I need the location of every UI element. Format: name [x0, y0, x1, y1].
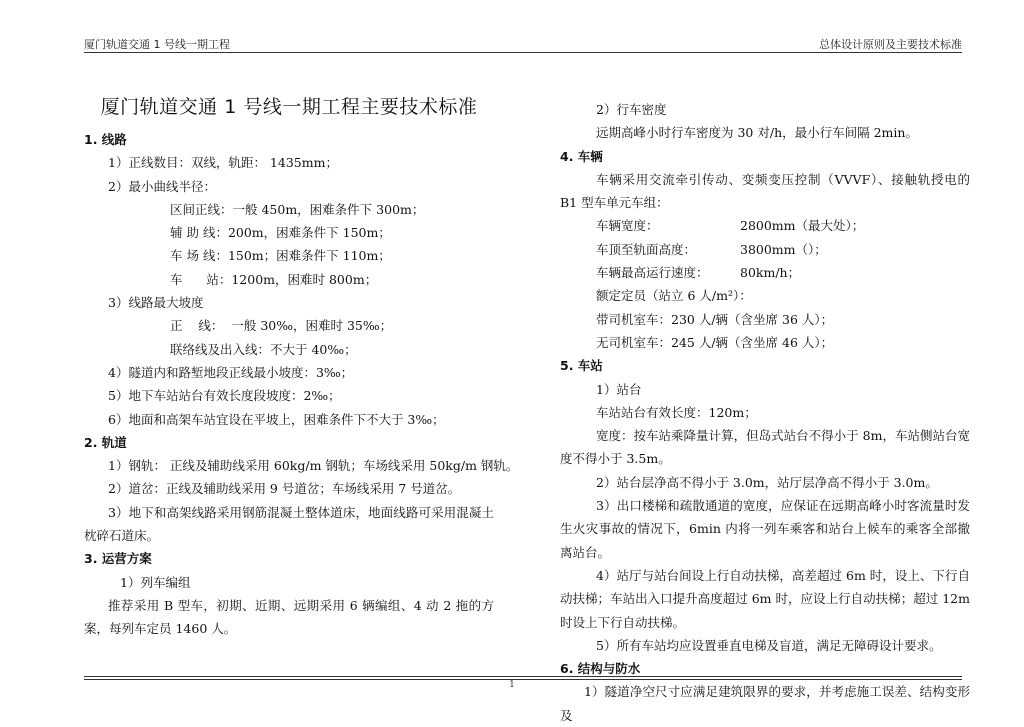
- section-heading-station: 5. 车站: [560, 358, 603, 374]
- text-line: 4）隧道内和路堑地段正线最小坡度：3‰；: [108, 364, 354, 380]
- header-left-title: 厦门轨道交通 1 号线一期工程: [84, 38, 230, 51]
- paragraph: 3）出口楼梯和疏散通道的宽度，应保证在远期高峰小时客流量时发生火灾事故的情况下，6min 内将一列车乘客和站台上候车的乘客全部撤离站台。: [560, 498, 970, 560]
- text-line: 车 站：1200m，困难时 800m；: [170, 271, 378, 287]
- text-line: 2）最小曲线半径：: [108, 178, 216, 194]
- paragraph: 宽度：按车站乘降量计算，但岛式站台不得小于 8m，车站侧站台宽度不得小于 3.5m。: [560, 428, 970, 467]
- text-line: 车 场 线：150m；困难条件下 110m；: [170, 248, 391, 264]
- paragraph: 4）站厅与站台间设上行自动扶梯，高差超过 6m 时，设上、下行自动扶梯；车站出入口提升高度超过 6m 时，应设上行自动扶梯；超过 12m 时设上下行自动扶梯。: [560, 567, 970, 630]
- paragraph: 1）隧道净空尺寸应满足建筑限界的要求，并考虑施工误差、结构变形及: [560, 684, 970, 723]
- text-line: 5）地下车站站台有效长度段坡度：2‰；: [108, 388, 341, 404]
- text-line: 带司机室车：230 人/辆（含坐席 36 人）；: [596, 311, 834, 327]
- document-title: 厦门轨道交通 1 号线一期工程主要技术标准: [100, 96, 478, 118]
- text-line: 1）钢轨： 正线及辅助线采用 60kg/m 钢轨；车场线采用 50kg/m 钢轨。: [108, 458, 519, 474]
- text-line: 正 线： 一般 30‰，困难时 35‰；: [170, 318, 393, 334]
- text-line: 区间正线：一般 450m，困难条件下 300m；: [170, 201, 425, 217]
- page-header: [84, 34, 962, 52]
- footer-divider: [84, 676, 962, 677]
- spec-value: 80km/h；: [740, 265, 801, 281]
- paragraph: 车辆采用交流牵引传动、变频变压控制（VVVF）、接触轨授电的 B1 型车单元车组：: [560, 171, 970, 211]
- paragraph: 推荐采用 B 型车，初期、近期、远期采用 6 辆编组、4 动 2 拖的方案，每列车定员 1460 人。: [84, 597, 494, 637]
- header-divider: [84, 52, 962, 53]
- text-line: 5）所有车站均应设置垂直电梯及盲道，满足无障碍设计要求。: [596, 637, 942, 653]
- text-line: 无司机室车：245 人/辆（含坐席 46 人）；: [596, 334, 834, 350]
- header-right-title: 总体设计原则及主要技术标准: [819, 38, 962, 51]
- text-line: 2）道岔：正线及辅助线采用 9 号道岔；车场线采用 7 号道岔。: [108, 481, 461, 497]
- text-line: 额定定员（站立 6 人/m²）：: [596, 288, 752, 304]
- text-line: 远期高峰小时行车密度为 30 对/h，最小行车间隔 2min。: [596, 125, 918, 141]
- page-number: 1: [509, 680, 515, 690]
- section-heading-track: 2. 轨道: [84, 434, 127, 450]
- spec-row: [560, 261, 970, 284]
- text-line: 1）正线数目：双线，轨距： 1435mm；: [108, 155, 338, 171]
- text-line: 6）地面和高架车站宜设在平坡上，困难条件下不大于 3‰；: [108, 411, 445, 427]
- text-line: 辅 助 线：200m，困难条件下 150m；: [170, 225, 391, 241]
- section-heading-structure: 6. 结构与防水: [560, 661, 641, 677]
- spec-value: 2800mm（最大处）；: [740, 218, 865, 234]
- text-line: 1）列车编组: [120, 574, 191, 590]
- spec-label: 车顶至轨面高度：: [596, 241, 697, 257]
- section-heading-operation: 3. 运营方案: [84, 551, 152, 567]
- left-column: [84, 92, 519, 641]
- spec-row: [560, 214, 970, 237]
- paragraph: 3）地下和高架线路采用钢筋混凝土整体道床，地面线路可采用混凝土枕碎石道床。: [84, 504, 494, 544]
- text-line: 2）行车密度: [596, 102, 667, 117]
- section-heading-vehicle: 4. 车辆: [560, 148, 603, 164]
- text-line: 1）站台: [596, 381, 642, 397]
- spec-row: [560, 238, 970, 261]
- right-column: [560, 98, 970, 727]
- text-line: 车站站台有效长度：120m；: [596, 404, 757, 420]
- text-line: 2）站台层净高不得小于 3.0m，站厅层净高不得小于 3.0m。: [596, 474, 938, 490]
- spec-label: 车辆最高运行速度：: [596, 265, 709, 281]
- spec-label: 车辆宽度：: [596, 218, 659, 234]
- section-heading-route: 1. 线路: [84, 132, 127, 147]
- text-line: 3）线路最大坡度: [108, 295, 204, 311]
- spec-value: 3800mm（）；: [740, 241, 827, 257]
- text-line: 联络线及出入线：不大于 40‰；: [170, 341, 357, 357]
